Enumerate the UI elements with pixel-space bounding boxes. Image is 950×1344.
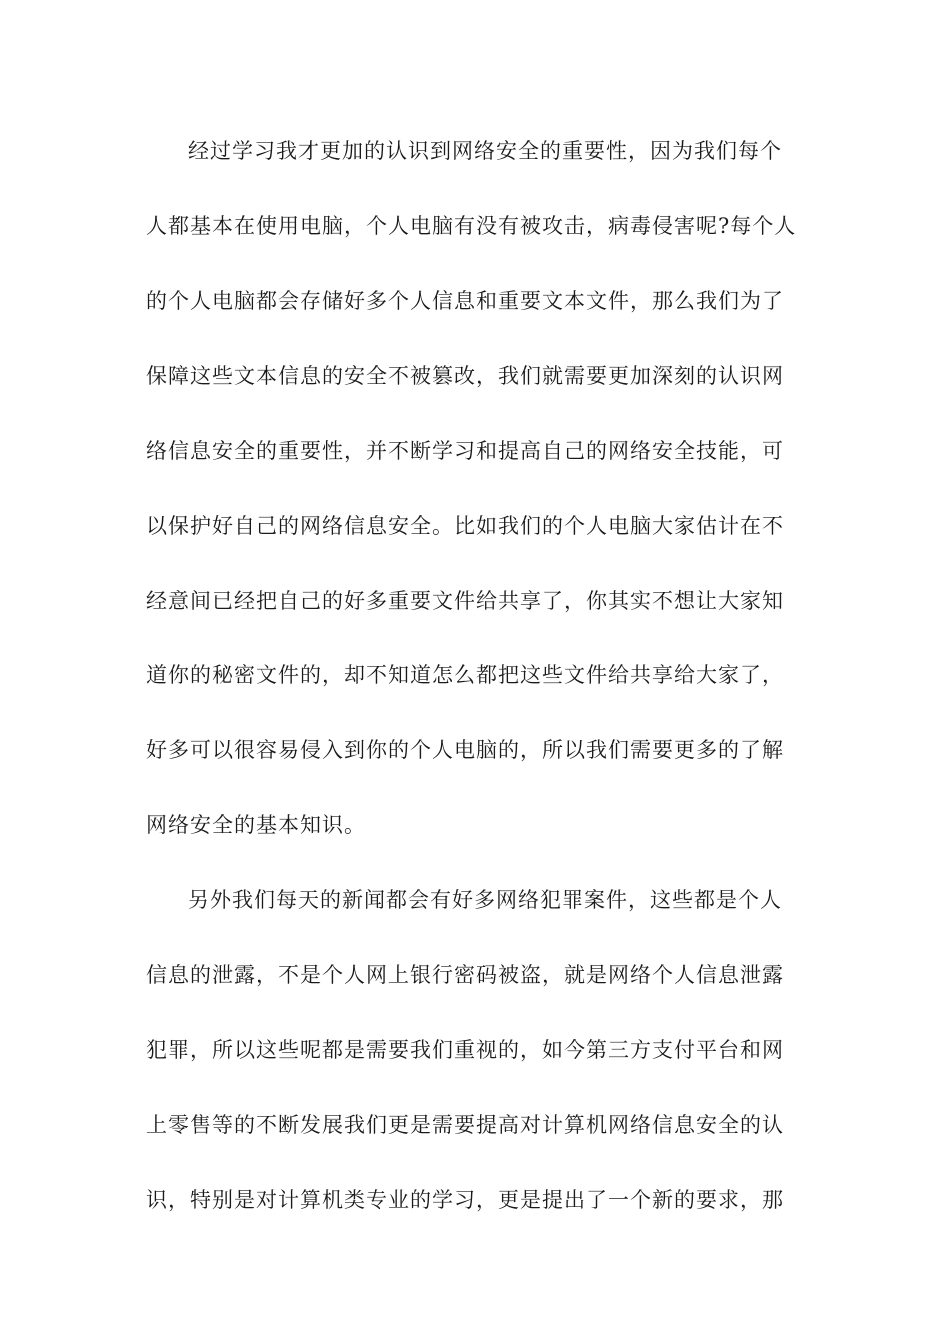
text-line: 经意间已经把自己的好多重要文件给共享了，你其实不想让大家知 (146, 589, 784, 613)
text-line: 经过学习我才更加的认识到网络安全的重要性，因为我们每个 (188, 139, 782, 163)
text-line: 保障这些文本信息的安全不被篡改，我们就需要更加深刻的认识网 (146, 364, 784, 388)
text-line: 人都基本在使用电脑，个人电脑有没有被攻击，病毒侵害呢?每个人 (146, 214, 797, 238)
text-line: 识，特别是对计算机类专业的学习，更是提出了一个新的要求，那 (146, 1188, 784, 1212)
text-line: 的个人电脑都会存储好多个人信息和重要文本文件，那么我们为了 (146, 289, 784, 313)
text-line: 网络安全的基本知识。 (146, 813, 366, 837)
text-line: 犯罪，所以这些呢都是需要我们重视的，如今第三方支付平台和网 (146, 1038, 784, 1062)
text-line: 好多可以很容易侵入到你的个人电脑的，所以我们需要更多的了解 (146, 738, 784, 762)
text-line: 信息的泄露，不是个人网上银行密码被盗，就是网络个人信息泄露 (146, 963, 784, 987)
text-line: 道你的秘密文件的，却不知道怎么都把这些文件给共享给大家了， (146, 663, 784, 687)
text-line: 上零售等的不断发展我们更是需要提高对计算机网络信息安全的认 (146, 1113, 784, 1137)
text-line: 另外我们每天的新闻都会有好多网络犯罪案件，这些都是个人 (188, 888, 782, 912)
text-line: 络信息安全的重要性，并不断学习和提高自己的网络安全技能，可 (146, 439, 784, 463)
text-line: 以保护好自己的网络信息安全。比如我们的个人电脑大家估计在不 (146, 514, 784, 538)
